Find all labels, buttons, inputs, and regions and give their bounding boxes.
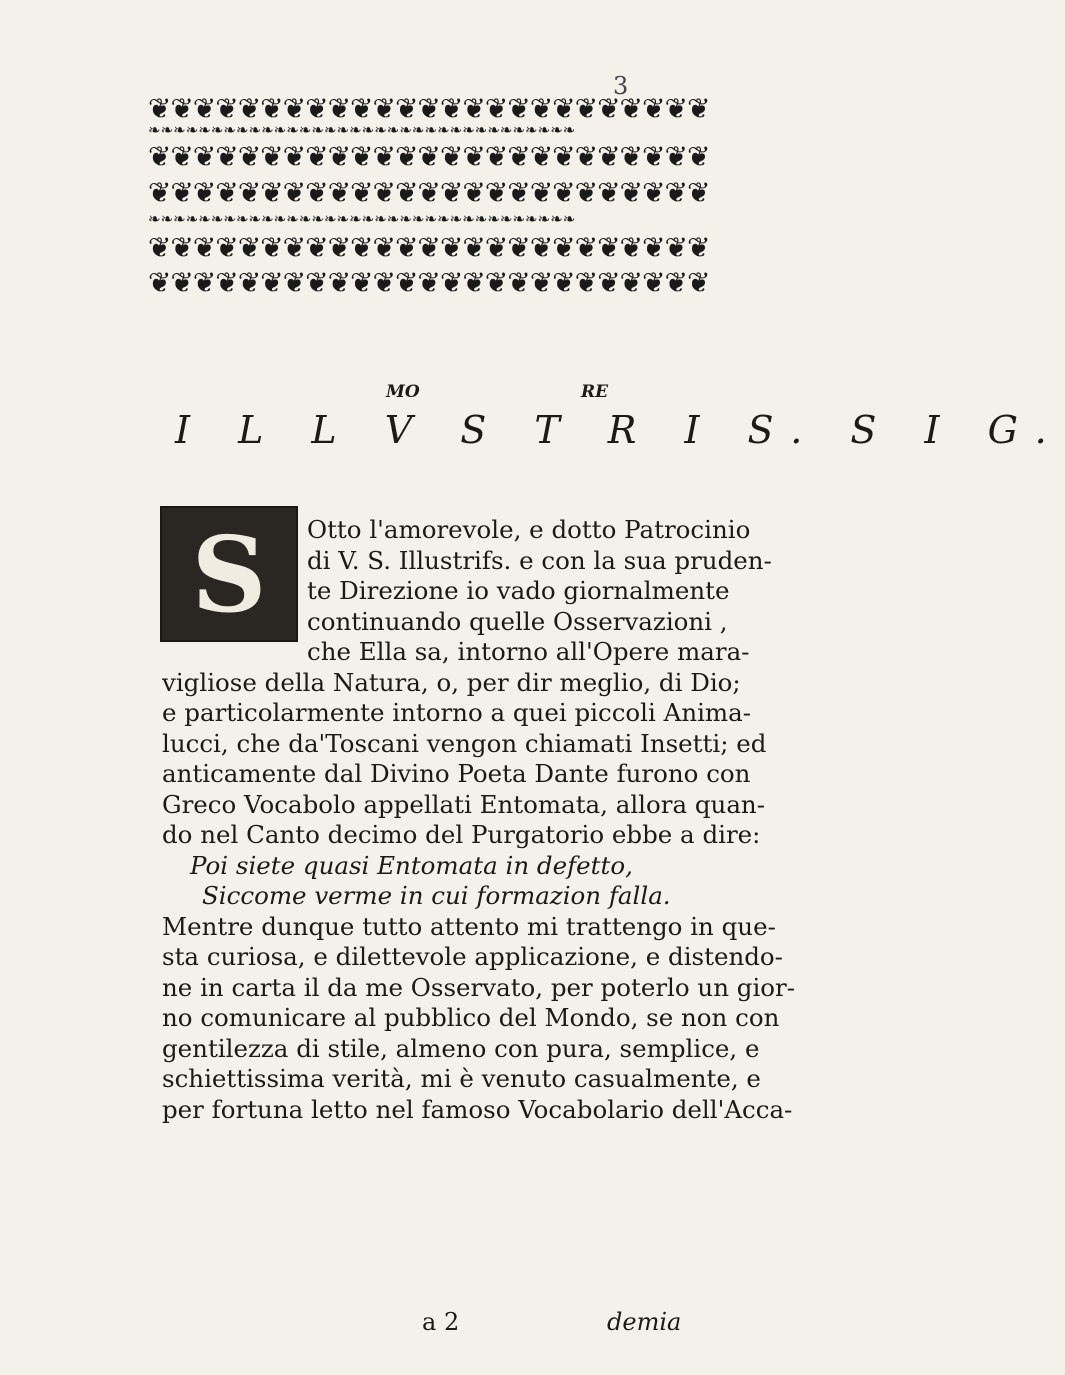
ornament-band: ❧❧❧❧❧❧❧❧❧❧❧❧❧❧❧❧❧❧❧❧❧❧❧❧❧❧❧❧❧❧❧❧❧❧: [148, 121, 576, 139]
signature-mark: a 2: [422, 1308, 460, 1336]
decorated-initial: [160, 506, 298, 642]
text-line: continuando quelle Osservazioni ,: [307, 607, 728, 636]
text-line: Greco Vocabolo appellati Entomata, allora quan-: [162, 790, 765, 819]
page-number: 3: [613, 72, 629, 100]
verse-line: Siccome verme in cui formazion falla.: [202, 881, 671, 910]
ornament-row: ❦❦❦❦❦❦❦❦❦❦❦❦❦❦❦❦❦❦❦❦❦❦❦❦❦: [148, 266, 710, 299]
text-line: sta curiosa, e dilettevole applicazione, e distendo-: [162, 942, 783, 971]
page-heading: I L L V S T R I S. S I G.: [175, 408, 1065, 452]
text-line: ne in carta il da me Osservato, per poterlo un gior-: [162, 973, 796, 1002]
initial-letter: S: [191, 512, 267, 636]
text-line: schiettissima verità, mi è venuto casualmente, e: [162, 1064, 761, 1093]
text-line: vigliose della Natura, o, per dir meglio, di Dio;: [162, 668, 741, 697]
text-line: per fortuna letto nel famoso Vocabolario dell'Acca-: [162, 1095, 793, 1124]
catchword: demia: [607, 1308, 682, 1336]
text-line: gentilezza di stile, almeno con pura, semplice, e: [162, 1034, 760, 1063]
text-line: Mentre dunque tutto attento mi trattengo in que-: [162, 912, 776, 941]
text-line: Otto l'amorevole, e dotto Patrocinio: [307, 515, 751, 544]
text-line: lucci, che da'Toscani vengon chiamati Insetti; ed: [162, 729, 767, 758]
text-line: no comunicare al pubblico del Mondo, se non con: [162, 1003, 780, 1032]
verse-line: Poi siete quasi Entomata in defetto,: [190, 851, 633, 880]
heading-superscript-mo: MO: [386, 382, 420, 402]
text-line: e particolarmente intorno a quei piccoli Anima-: [162, 698, 752, 727]
ornament-row: ❦❦❦❦❦❦❦❦❦❦❦❦❦❦❦❦❦❦❦❦❦❦❦❦❦: [148, 231, 710, 264]
ornament-band: ❧❧❧❧❧❧❧❧❧❧❧❧❧❧❧❧❧❧❧❧❧❧❧❧❧❧❧❧❧❧❧❧❧❧: [148, 210, 576, 228]
text-line: te Direzione io vado giornalmente: [307, 576, 730, 605]
text-line: do nel Canto decimo del Purgatorio ebbe a dire:: [162, 820, 761, 849]
text-line: anticamente dal Divino Poeta Dante furono con: [162, 759, 751, 788]
ornament-row: ❦❦❦❦❦❦❦❦❦❦❦❦❦❦❦❦❦❦❦❦❦❦❦❦❦: [148, 92, 710, 125]
heading-superscript-re: RE: [581, 382, 609, 402]
text-line: di V. S. Illustrifs. e con la sua pruden-: [307, 546, 772, 575]
text-line: che Ella sa, intorno all'Opere mara-: [307, 637, 750, 666]
ornament-row: ❦❦❦❦❦❦❦❦❦❦❦❦❦❦❦❦❦❦❦❦❦❦❦❦❦: [148, 140, 710, 173]
ornament-row: ❦❦❦❦❦❦❦❦❦❦❦❦❦❦❦❦❦❦❦❦❦❦❦❦❦: [148, 176, 710, 209]
